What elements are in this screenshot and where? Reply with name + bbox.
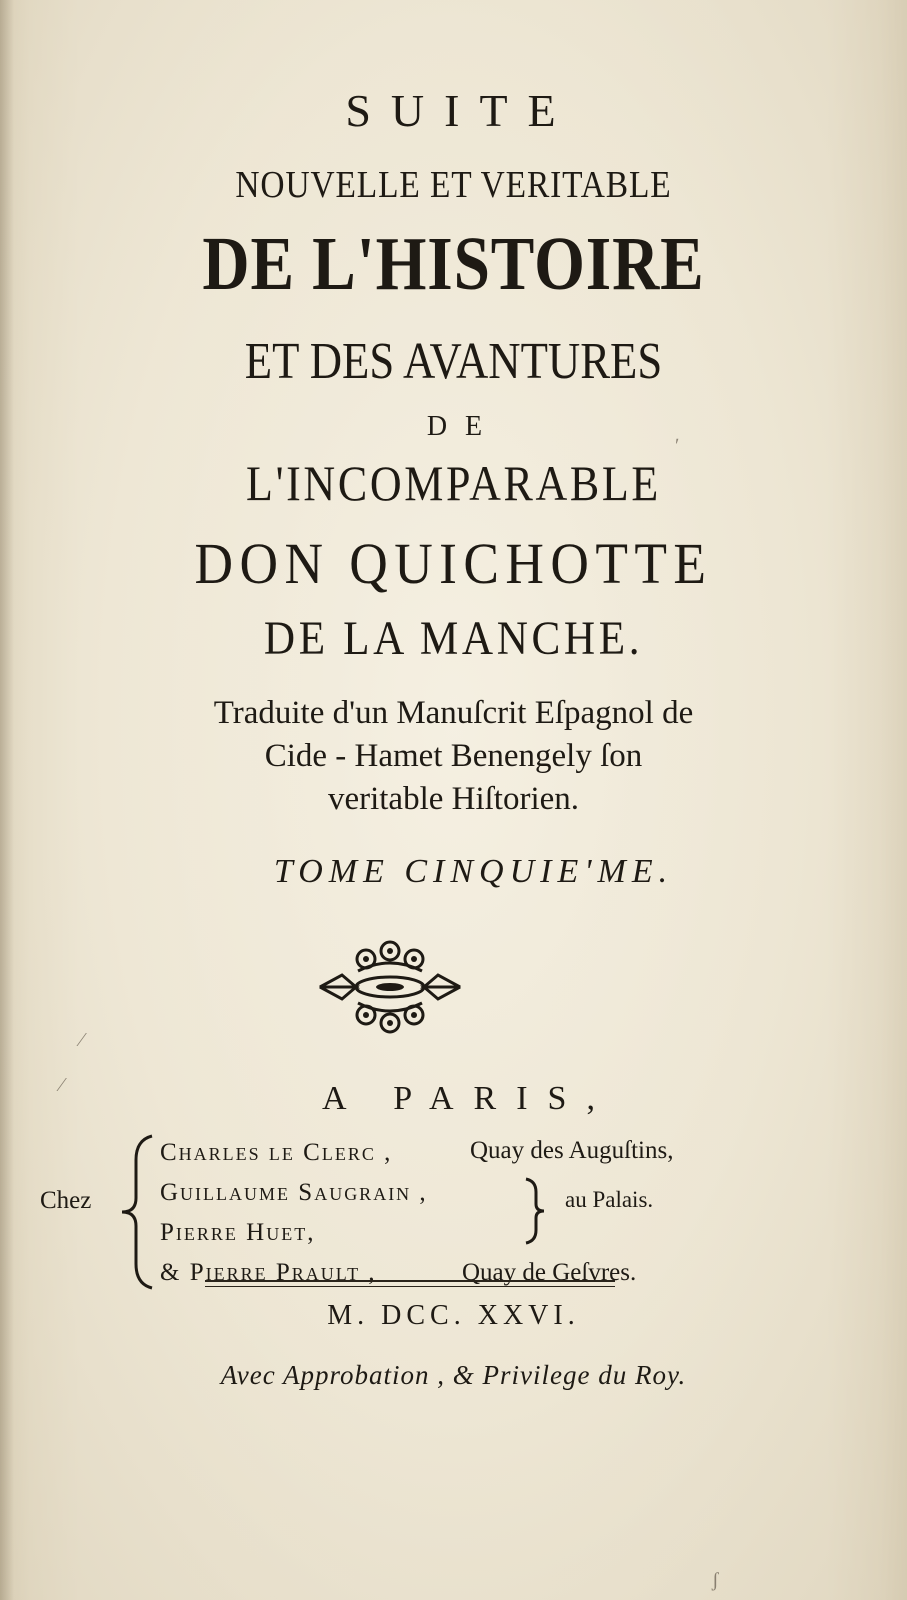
left-brace-icon <box>118 1132 158 1292</box>
publisher-address-1: Quay des Auguſtins, <box>470 1137 674 1164</box>
ink-smudge: ⁄ <box>80 1029 84 1051</box>
imprint-palais: au Palais. <box>565 1187 654 1212</box>
title-incomparable: L'INCOMPARABLE <box>246 455 661 511</box>
publication-date: M. DCC. XXVI. <box>327 1300 580 1331</box>
subtitle-line-3: veritable Hiſtorien. <box>327 781 580 817</box>
imprint-chez: Chez <box>40 1187 92 1214</box>
title-don-quichotte: DON QUICHOTTE <box>194 531 713 596</box>
subtitle-line-1: Traduite d'un Manuſcrit Eſpagnol de <box>213 695 694 731</box>
title-nouvelle: NOUVELLE ET VERITABLE <box>235 164 672 206</box>
title-suite: SUITE <box>345 85 576 136</box>
divider-rule <box>205 1280 615 1287</box>
ink-smudge: ⁄ <box>60 1074 64 1096</box>
volume-label: TOME CINQUIE'ME. <box>273 853 674 890</box>
publisher-name-2: Guillaume Saugrain , <box>160 1179 428 1206</box>
ink-smudge: ʹ <box>675 435 680 457</box>
subtitle-line-2: Cide - Hamet Benengely ſon <box>264 738 643 774</box>
ink-smudge: ʃ <box>712 1569 719 1591</box>
title-manche: DE LA MANCHE. <box>263 612 644 665</box>
publisher-name-3: Pierre Huet, <box>160 1219 316 1246</box>
approbation-line: Avec Approbation , & Privilege du Roy. <box>220 1360 687 1390</box>
imprint-city: A PARIS, <box>322 1080 615 1117</box>
title-avantures: ET DES AVANTURES <box>244 333 663 390</box>
publisher-address-4: Quay de Geſvres. <box>462 1259 637 1286</box>
title-de: DE <box>426 411 501 442</box>
right-brace-icon <box>522 1176 548 1246</box>
publisher-name-1: Charles le Clerc , <box>160 1139 393 1166</box>
printer-ornament-icon <box>300 935 480 1035</box>
publisher-name-4: & Pierre Prault , <box>160 1259 377 1286</box>
title-histoire: DE L'HISTOIRE <box>202 222 705 306</box>
